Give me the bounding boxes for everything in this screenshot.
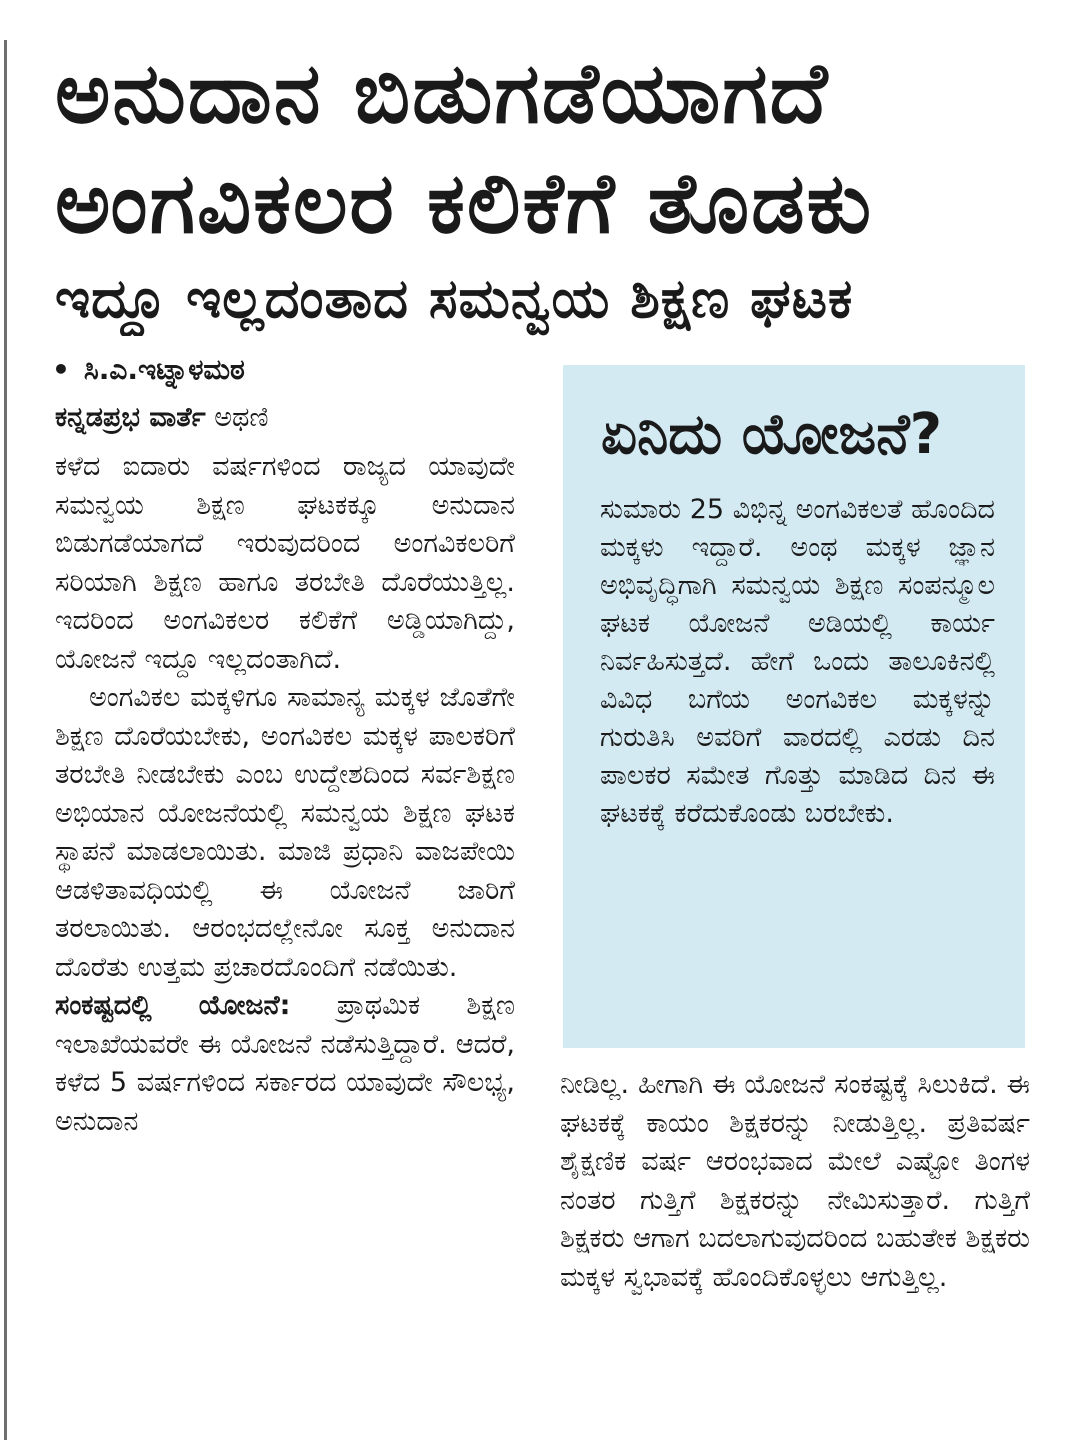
- subheadline: ಇದ್ದೂ ಇಲ್ಲದಂತಾದ ಸಮನ್ವಯ ಶಿಕ್ಷಣ ಘಟಕ: [55, 267, 854, 330]
- byline-author: ಸಿ.ಎ.ಇಟ್ನಾಳಮಠ: [83, 353, 245, 386]
- byline-bullet: •: [52, 353, 70, 386]
- info-box: [563, 365, 1025, 1048]
- headline-line-1: ಅನುದಾನ ಬಿಡುಗಡೆಯಾಗದೆ: [55, 44, 830, 142]
- dateline-brand: ಕನ್ನಡಪ್ರಭ ವಾರ್ತೆ: [55, 402, 206, 433]
- dateline: [55, 398, 269, 438]
- dateline-place: ಅಥಣಿ: [214, 402, 269, 433]
- headline-line-2: ಅಂಗವಿಕಲರ ಕಲಿಕೆಗೆ ತೊಡಕು: [55, 154, 874, 252]
- article-paragraph-3-continued: ನೀಡಿಲ್ಲ. ಹೀಗಾಗಿ ಈ ಯೋಜನೆ ಸಂಕಷ್ಟಕ್ಕೆ ಸಿಲುಕಿದೆ. ಈ ಘಟಕಕ್ಕೆ ಕಾಯಂ ಶಿಕ್ಷಕರನ್ನು ನೀಡುತ್ತಿಲ್ಲ. ಪ್ರತಿವರ್ಷ ಶೈಕ್ಷಣಿಕ ವರ್ಷ ಆರಂಭವಾದ ಮೇಲೆ ಎಷ್ಟೋ ತಿಂಗಳ ನಂತರ ಗುತ್ತಿಗೆ ಶಿಕ್ಷಕರನ್ನು ನೇಮಿಸುತ್ತಾರೆ. ಗುತ್ತಿಗೆ ಶಿಕ್ಷಕರು ಆಗಾಗ ಬದಲಾಗುವುದರಿಂದ ಬಹುತೇಕ ಶಿಕ್ಷಕರು ಮಕ್ಕಳ ಸ್ವಭಾವಕ್ಕೆ ಹೊಂದಿಕೊಳ್ಳಲು ಆಗುತ್ತಿಲ್ಲ.: [560, 1069, 1030, 1293]
- info-box-body: ಸುಮಾರು 25 ವಿಭಿನ್ನ ಅಂಗವಿಕಲತೆ ಹೊಂದಿದ ಮಕ್ಕಳು ಇದ್ದಾರೆ. ಅಂಥ ಮಕ್ಕಳ ಜ್ಞಾನ ಅಭಿವೃದ್ಧಿಗಾಗಿ ಸಮನ್ವಯ ಶಿಕ್ಷಣ ಸಂಪನ್ಮೂಲ ಘಟಕ ಯೋಜನೆ ಅಡಿಯಲ್ಲಿ ಕಾರ್ಯ ನಿರ್ವಹಿಸುತ್ತದೆ. ಹೇಗೆ ಒಂದು ತಾಲೂಕಿನಲ್ಲಿ ವಿವಿಧ ಬಗೆಯ ಅಂಗವಿಕಲ ಮಕ್ಕಳನ್ನು ಗುರುತಿಸಿ ಅವರಿಗೆ ವಾರದಲ್ಲಿ ಎರಡು ದಿನ ಪಾಲಕರ ಸಮೇತ ಗೊತ್ತು ಮಾಡಿದ ದಿನ ಈ ಘಟಕಕ್ಕೆ ಕರೆದುಕೊಂಡು ಬರಬೇಕು.: [600, 494, 995, 829]
- info-box-title: ಏನಿದು ಯೋಜನೆ?: [601, 402, 943, 467]
- article-paragraph-2: ಅಂಗವಿಕಲ ಮಕ್ಕಳಿಗೂ ಸಾಮಾನ್ಯ ಮಕ್ಕಳ ಜೊತೆಗೇ ಶಿಕ್ಷಣ ದೊರೆಯಬೇಕು, ಅಂಗವಿಕಲ ಮಕ್ಕಳ ಪಾಲಕರಿಗೆ ತರಬೇತಿ ನೀಡಬೇಕು ಎಂಬ ಉದ್ದೇಶದಿಂದ ಸರ್ವಶಿಕ್ಷಣ ಅಭಿಯಾನ ಯೋಜನೆಯಲ್ಲಿ ಸಮನ್ವಯ ಶಿಕ್ಷಣ ಘಟಕ ಸ್ಥಾಪನೆ ಮಾಡಲಾಯಿತು. ಮಾಜಿ ಪ್ರಧಾನಿ ವಾಜಪೇಯಿ ಆಡಳಿತಾವಧಿಯಲ್ಲಿ ಈ ಯೋಜನೆ ಜಾರಿಗೆ ತರಲಾಯಿತು. ಆರಂಭದಲ್ಲೇನೋ ಸೂಕ್ತ ಅನುದಾನ ದೊರೆತು ಉತ್ತಮ ಪ್ರಚಾರದೊಂದಿಗೆ ನಡೆಯಿತು.: [55, 682, 515, 983]
- byline: [52, 350, 245, 390]
- article-paragraph-1: ಕಳೆದ ಐದಾರು ವರ್ಷಗಳಿಂದ ರಾಜ್ಯದ ಯಾವುದೇ ಸಮನ್ವಯ ಶಿಕ್ಷಣ ಘಟಕಕ್ಕೂ ಅನುದಾನ ಬಿಡುಗಡೆಯಾಗದೆ ಇರುವುದರಿಂದ ಅಂಗವಿಕಲರಿಗೆ ಸರಿಯಾಗಿ ಶಿಕ್ಷಣ ಹಾಗೂ ತರಬೇತಿ ದೊರೆಯುತ್ತಿಲ್ಲ. ಇದರಿಂದ ಅಂಗವಿಕಲರ ಕಲಿಕೆಗೆ ಅಡ್ಡಿಯಾಗಿದ್ದು, ಯೋಜನೆ ಇದ್ದೂ ಇಲ್ಲದಂತಾಗಿದೆ.: [55, 451, 515, 675]
- article-paragraph-3: [55, 987, 515, 1141]
- column-rule: [4, 40, 7, 1440]
- article-column-left: [55, 448, 515, 1141]
- section-subheading: ಸಂಕಷ್ಟದಲ್ಲಿ ಯೋಜನೆ:: [55, 990, 291, 1021]
- article-paragraph-3-text: ಪ್ರಾಥಮಿಕ ಶಿಕ್ಷಣ ಇಲಾಖೆಯವರೇ ಈ ಯೋಜನೆ ನಡೆಸುತ್ತಿದ್ದಾರೆ. ಆದರೆ, ಕಳೆದ 5 ವರ್ಷಗಳಿಂದ ಸರ್ಕಾರದ ಯಾವುದೇ ಸೌಲಭ್ಯ, ಅನುದಾನ: [55, 990, 515, 1137]
- article-column-right: [560, 1066, 1030, 1297]
